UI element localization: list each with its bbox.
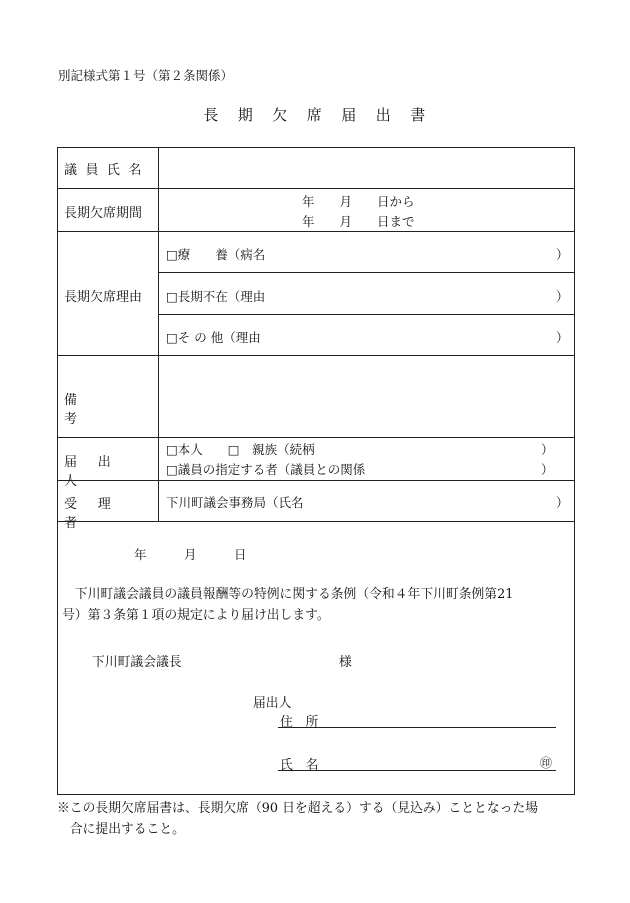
absence-reason-label: 長期欠席理由: [64, 290, 143, 305]
document-title: 長期欠席届出書: [203, 106, 445, 124]
declaration-body-line2: 号）第３条第１項の規定により届け出します。: [62, 608, 330, 623]
close-paren: ）: [541, 442, 554, 457]
period-to[interactable]: 年 月 日まで: [302, 214, 415, 229]
seal-mark-icon: ㊞: [540, 756, 553, 770]
receiver-value: 下川町議会事務局（氏名: [166, 495, 304, 510]
row-divider: [57, 355, 575, 356]
submitter-self-relative[interactable]: □本人 □ 親族（続柄: [166, 442, 315, 457]
footnote-line2: 合に提出すること。: [57, 822, 185, 837]
submitter-heading: 届出人: [253, 696, 292, 711]
declaration-body-line1: 下川町議会議員の議員報酬等の特例に関する条例（令和４年下川町条例第21: [62, 587, 514, 602]
row-divider: [57, 231, 575, 232]
row-divider: [57, 437, 575, 438]
close-paren: ）: [556, 289, 569, 304]
period-from[interactable]: 年 月 日から: [302, 194, 415, 209]
signature-name-label: 氏 名: [280, 758, 319, 773]
label-text: 議員氏名: [64, 163, 150, 178]
form-number: 別記様式第１号（第２条関係）: [58, 68, 234, 83]
addressee: 下川町議会議長: [92, 655, 182, 670]
row-divider: [159, 314, 575, 315]
row-divider: [57, 188, 575, 189]
member-name-label: [64, 159, 151, 178]
remarks-field[interactable]: [160, 357, 574, 436]
label-text: 受理者: [64, 497, 132, 531]
label-text: 備考: [64, 393, 133, 427]
label-text: 届出人: [64, 455, 132, 489]
reason-medical-checkbox[interactable]: □療 養（病名: [166, 247, 266, 262]
reason-away-checkbox[interactable]: □長期不在（理由: [166, 289, 266, 304]
submitter-designated[interactable]: □議員の指定する者（議員との関係: [166, 462, 366, 477]
address-line[interactable]: [278, 727, 556, 728]
close-paren: ）: [556, 247, 569, 262]
absence-period-label: 長期欠席期間: [64, 206, 143, 221]
remarks-label: [64, 389, 150, 427]
member-name-field[interactable]: [160, 149, 574, 187]
receiver-label: [64, 493, 154, 531]
label-column-divider: [158, 147, 159, 521]
declaration-date[interactable]: 年 月 日: [134, 547, 247, 562]
submitter-label: [64, 451, 154, 489]
close-paren: ）: [541, 462, 554, 477]
footnote-line1: ※この長期欠席届書は、長期欠席（90 日を超える）する（見込み）こととなった場: [57, 801, 539, 816]
signature-line[interactable]: [278, 770, 556, 771]
row-divider: [159, 272, 575, 273]
reason-other-checkbox[interactable]: □そ の 他（理由: [166, 330, 261, 345]
close-paren: ）: [556, 330, 569, 345]
honorific: 様: [339, 655, 352, 670]
close-paren: ）: [556, 495, 569, 510]
address-label: 住 所: [280, 715, 319, 730]
